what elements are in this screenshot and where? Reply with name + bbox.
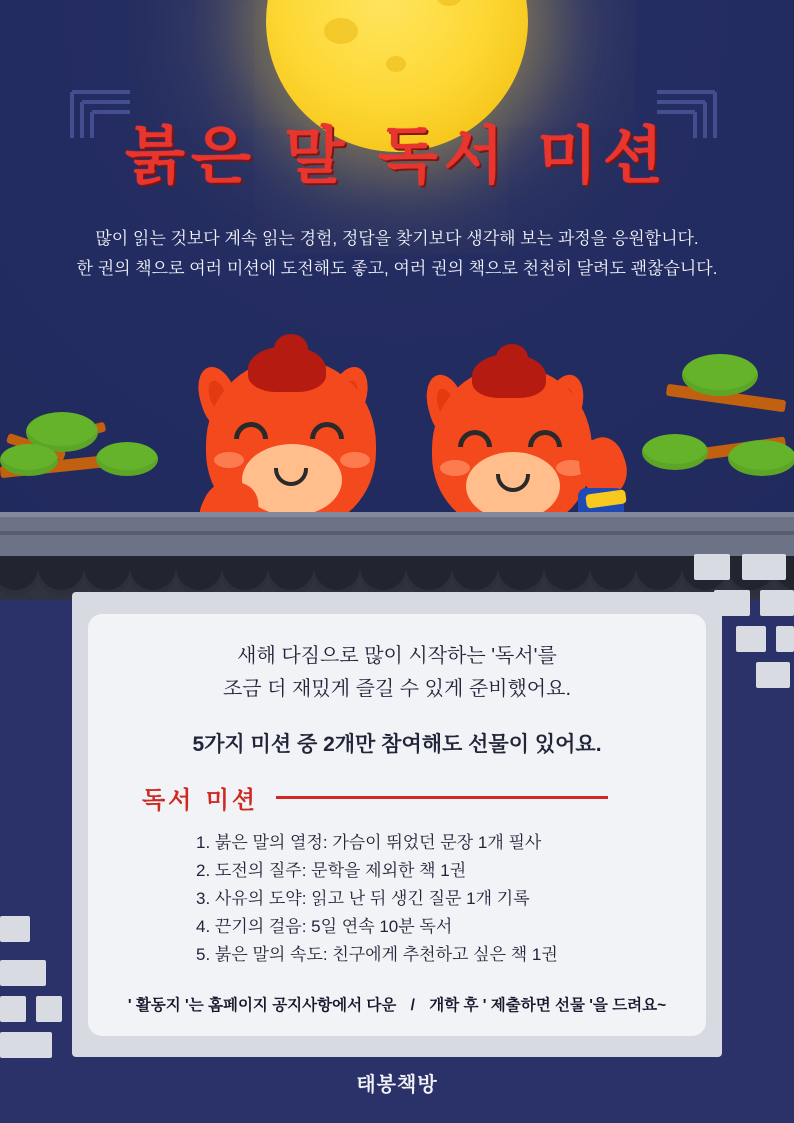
footnote-right: 개학 후 ' 제출하면 선물 '을 드려요~ <box>429 997 667 1014</box>
card-footnote <box>118 993 676 1015</box>
moon-crater <box>436 0 462 6</box>
list-item: 4. 끈기의 걸음: 5일 연속 10분 독서 <box>196 917 453 936</box>
subtitle-line-2: 한 권의 책으로 여러 미션에 도전해도 좋고, 여러 권의 책으로 천천히 달려도 괜찮습니다. <box>76 259 718 278</box>
mission-card-inner <box>88 614 706 1036</box>
card-highlight: 5가지 미션 중 2개만 참여해도 선물이 있어요. <box>192 733 602 756</box>
mission-section-header <box>118 780 676 815</box>
footnote-left: ' 활동지 '는 홈페이지 공지사항에서 다운 <box>127 997 397 1014</box>
page-title: 붉은 말 독서 미션 <box>125 119 669 192</box>
footnote-separator: / <box>410 997 415 1014</box>
subtitle-line-1: 많이 읽는 것보다 계속 읽는 경험, 정답을 찾기보다 생각해 보는 과정을 응원합니다. <box>95 229 699 248</box>
roof-ridge-line <box>0 531 794 535</box>
list-item: 5. 붉은 말의 속도: 친구에게 추천하고 싶은 책 1권 <box>196 945 558 964</box>
pine-tree-icon <box>0 398 180 518</box>
moon-crater <box>386 56 406 72</box>
horse-mascot-icon <box>190 340 410 540</box>
section-divider <box>276 796 608 799</box>
list-item: 2. 도전의 질주: 문학을 제외한 책 1권 <box>196 861 467 880</box>
subtitle <box>0 224 794 284</box>
list-item: 3. 사유의 도약: 읽고 난 뒤 생긴 질문 1개 기록 <box>196 889 530 908</box>
mission-list <box>118 829 676 969</box>
mission-section-label: 독서 미션 <box>142 786 259 814</box>
mission-card <box>72 592 722 1057</box>
card-lead-line-2: 조금 더 재밌게 즐길 수 있게 준비했어요. <box>222 678 572 700</box>
list-item: 1. 붉은 말의 열정: 가슴이 뛰었던 문장 1개 필사 <box>196 833 542 852</box>
card-lead <box>118 640 676 706</box>
brand-name: 태봉책방 <box>356 1074 438 1096</box>
card-lead-line-1: 새해 다짐으로 많이 시작하는 '독서'를 <box>237 645 557 667</box>
pine-tree-icon <box>636 348 794 518</box>
moon-crater <box>324 18 358 44</box>
roof-tiles <box>0 556 794 596</box>
